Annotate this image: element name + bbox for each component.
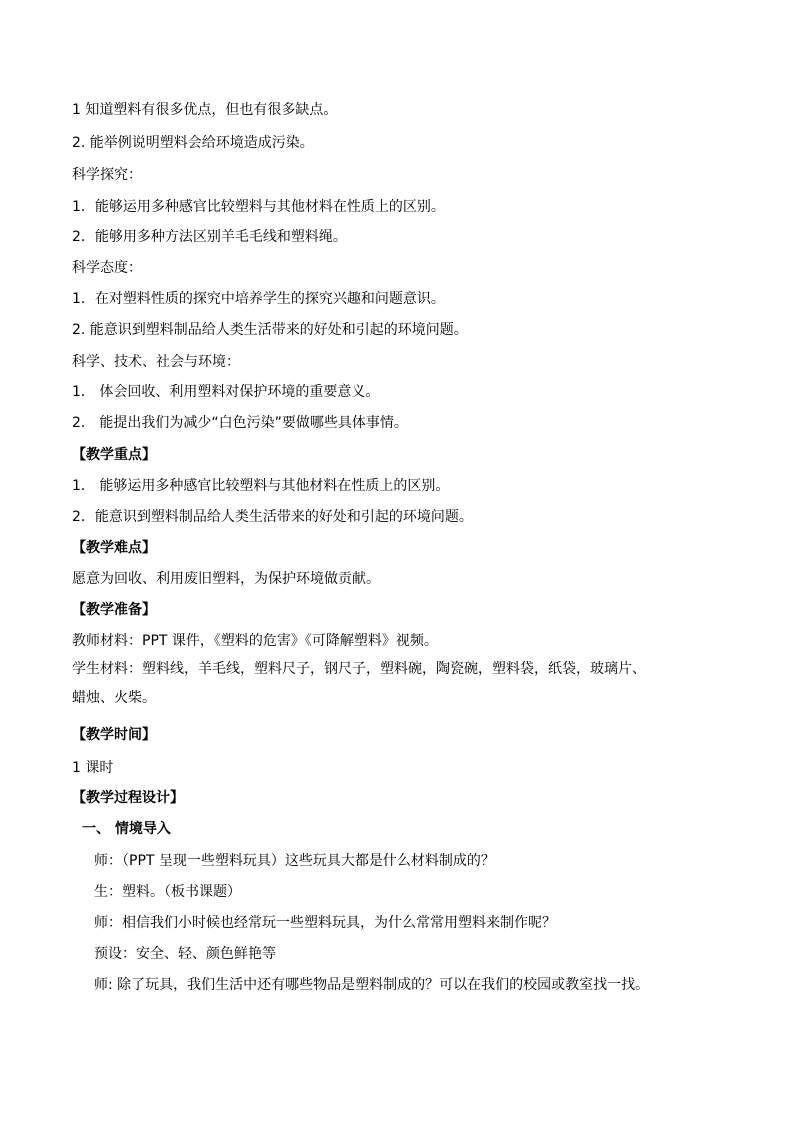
- materials-line: 学生材料：塑料线，羊毛线，塑料尺子，钢尺子，塑料碗，陶瓷碗，塑料袋，纸袋，玻璃片、: [72, 661, 646, 677]
- dialogue-line: 师: 除了玩具，我们生活中还有哪些物品是塑料制成的？可以在我们的校园或教室找一找。: [94, 977, 650, 993]
- section-label: 科学、技术、社会与环境：: [72, 354, 240, 370]
- objective-line: 2．能够用多种方法区别羊毛毛线和塑料绳。: [72, 229, 347, 245]
- key-point-line: 2．能意识到塑料制品给人类生活带来的好处和引起的环境问题。: [72, 509, 473, 525]
- materials-line: 蜡烛、火柴。: [72, 690, 156, 706]
- objective-line: 1．能够运用多种感官比较塑料与其他材料在性质上的区别。: [72, 199, 445, 215]
- dialogue-line: 预设：安全、轻、颜色鲜艳等: [94, 946, 276, 962]
- section-label: 科学探究：: [72, 167, 142, 183]
- time-line: 1 课时: [72, 760, 114, 776]
- dialogue-line: 师：（PPT 呈现一些塑料玩具）这些玩具大都是什么材料制成的？: [94, 853, 495, 869]
- objective-line: 2． 能提出我们为减少“白色污染”要做哪些具体事情。: [72, 415, 408, 431]
- objective-line: 2. 能举例说明塑料会给环境造成污染。: [72, 135, 314, 151]
- objective-line: 1． 体会回收、利用塑料对保护环境的重要意义。: [72, 384, 380, 400]
- subsection-heading: 一、 情境导入: [82, 821, 171, 837]
- objective-line: 1．在对塑料性质的探究中培养学生的探究兴趣和问题意识。: [72, 291, 445, 307]
- section-heading: 【教学难点】: [72, 540, 156, 556]
- section-heading: 【教学时间】: [72, 727, 156, 743]
- objective-line: 1 知道塑料有很多优点，但也有很多缺点。: [72, 102, 338, 118]
- section-heading: 【教学准备】: [72, 602, 156, 618]
- dialogue-line: 生：塑料。（板书课题）: [94, 884, 241, 900]
- materials-line: 教师材料：PPT 课件，《塑料的危害》《可降解塑料》视频。: [72, 633, 438, 649]
- section-heading: 【教学重点】: [72, 447, 156, 463]
- objective-line: 2. 能意识到塑料制品给人类生活带来的好处和引起的环境问题。: [72, 322, 468, 338]
- section-label: 科学态度：: [72, 260, 142, 276]
- section-heading: 【教学过程设计】: [72, 790, 184, 806]
- difficulty-line: 愿意为回收、利用废旧塑料，为保护环境做贡献。: [72, 571, 380, 587]
- key-point-line: 1． 能够运用多种感官比较塑料与其他材料在性质上的区别。: [72, 478, 450, 494]
- dialogue-line: 师：相信我们小时候也经常玩一些塑料玩具，为什么常常用塑料来制作呢？: [94, 915, 556, 931]
